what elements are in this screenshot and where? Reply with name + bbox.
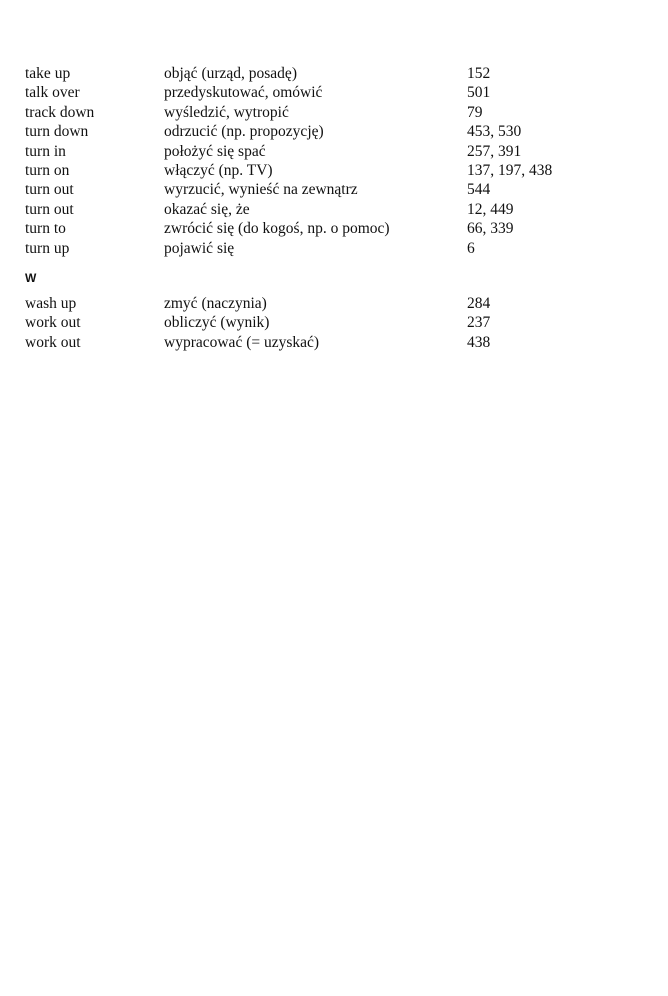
table-row	[25, 200, 645, 219]
translation: odrzucić (np. propozycję)	[164, 123, 324, 141]
page-references: 137, 197, 438	[467, 161, 553, 179]
page-references: 501	[467, 84, 491, 102]
table-row	[25, 64, 645, 83]
translation: przedyskutować, omówić	[164, 84, 323, 102]
phrase: turn to	[25, 220, 66, 238]
page-references: 152	[467, 65, 491, 82]
translation: okazać się, że	[164, 200, 250, 218]
translation: zmyć (naczynia)	[164, 295, 267, 312]
phrase: talk over	[25, 84, 80, 102]
page-references: 257, 391	[467, 142, 522, 160]
page-references: 66, 339	[467, 220, 514, 238]
page-references: 79	[467, 103, 483, 121]
phrase: work out	[25, 333, 81, 351]
table-row	[25, 161, 645, 180]
translation: pojawić się	[164, 239, 235, 257]
page-references: 544	[467, 181, 491, 199]
phrase: track down	[25, 103, 95, 121]
table-row	[25, 122, 645, 141]
phrase-table-w	[25, 294, 645, 352]
translation: obliczyć (wynik)	[164, 314, 270, 332]
page-references: 453, 530	[467, 123, 522, 141]
translation: wypracować (= uzyskać)	[164, 333, 320, 351]
translation: wyśledzić, wytropić	[164, 103, 289, 121]
table-row	[25, 180, 645, 199]
phrase: work out	[25, 314, 81, 332]
translation: objąć (urząd, posadę)	[164, 65, 297, 82]
phrase: turn down	[25, 123, 89, 141]
translation: włączyć (np. TV)	[164, 161, 273, 179]
translation: położyć się spać	[164, 142, 266, 160]
phrase: turn on	[25, 161, 70, 179]
page-references: 237	[467, 314, 491, 332]
table-row	[25, 219, 645, 238]
table-row	[25, 103, 645, 122]
table-row	[25, 333, 645, 352]
table-row	[25, 83, 645, 102]
table-row	[25, 142, 645, 161]
table-row	[25, 239, 645, 258]
translation: zwrócić się (do kogoś, np. o pomoc)	[164, 220, 390, 238]
page-references: 6	[467, 239, 475, 257]
phrase: turn in	[25, 142, 66, 160]
translation: wyrzucić, wynieść na zewnątrz	[164, 181, 358, 199]
phrase: turn out	[25, 181, 74, 199]
table-row	[25, 313, 645, 332]
phrase: turn out	[25, 200, 74, 218]
section-letter-heading: W	[25, 271, 37, 285]
phrase: turn up	[25, 239, 70, 257]
phrase: wash up	[25, 295, 77, 312]
phrase-table-t	[25, 64, 645, 258]
page-references: 284	[467, 295, 491, 312]
page-references: 12, 449	[467, 200, 514, 218]
phrase: take up	[25, 65, 71, 82]
page-references: 438	[467, 333, 491, 351]
table-row	[25, 294, 645, 313]
